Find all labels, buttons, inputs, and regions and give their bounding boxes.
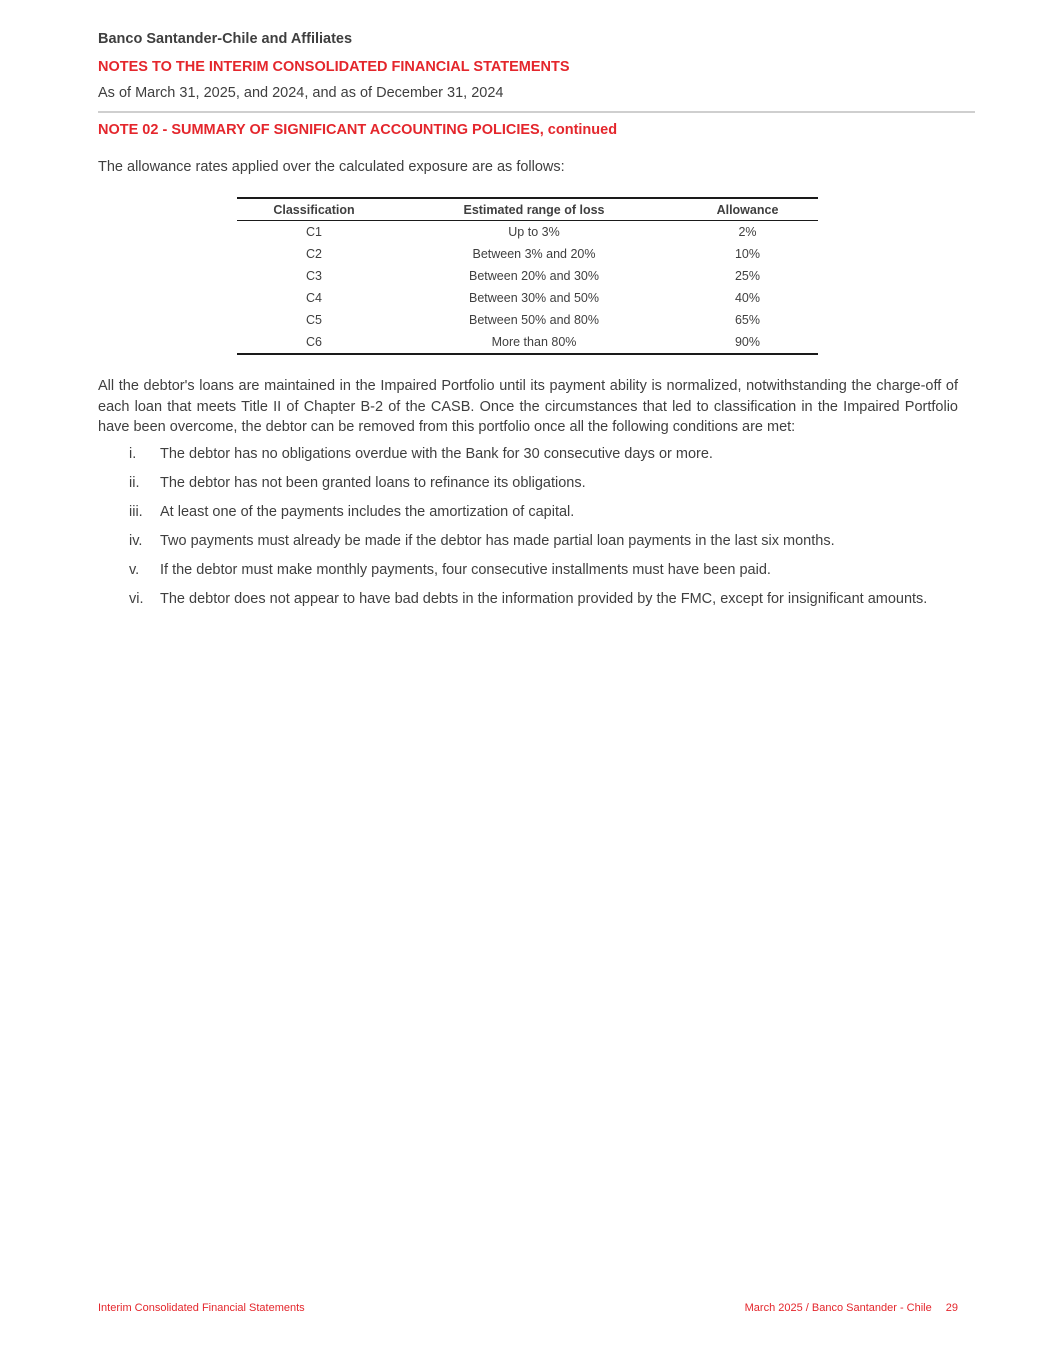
list-item-text: The debtor does not appear to have bad debts in the information provided by the FMC, except for insignificant amounts. [160,591,928,607]
list-item [98,562,968,591]
intro-text: The allowance rates applied over the calculated exposure are as follows: [98,159,565,175]
header-divider [98,111,975,113]
list-item [98,446,968,475]
loss-range-cell: Between 20% and 30% [469,269,599,283]
list-item-number: i. [129,446,137,462]
allowance-cell: 40% [734,291,761,305]
list-item-text: The debtor has no obligations overdue with the Bank for 30 consecutive days or more. [160,446,713,462]
footer-document-title: Interim Consolidated Financial Statements [98,1302,305,1314]
footer-period: March 2025 / Banco Santander - Chile [744,1302,932,1314]
list-item-text: The debtor has not been granted loans to refinance its obligations. [160,475,586,491]
page-number: 29 [945,1302,958,1314]
allowance-cell: 25% [734,269,761,283]
table-row [237,331,818,354]
table-row [237,309,818,331]
table-row [237,221,818,244]
list-item-number: ii. [129,475,140,491]
loss-range-cell: Between 3% and 20% [472,247,596,261]
classification-cell: C2 [306,247,322,261]
column-header-loss-range: Estimated range of loss [391,198,677,221]
classification-cell: C1 [306,225,322,239]
loss-range-cell: Between 50% and 80% [469,313,599,327]
column-header-classification: Classification [237,198,391,221]
classification-cell: C4 [306,291,322,305]
list-item-number: iv. [129,533,143,549]
classification-cell: C6 [306,335,322,349]
list-item [98,533,968,562]
table-row [237,243,818,265]
conditions-list [98,446,968,620]
loss-range-cell: Up to 3% [508,225,560,239]
list-item-text: If the debtor must make monthly payments, four consecutive installments must have been paid. [160,562,771,578]
loss-range-cell: More than 80% [491,335,577,349]
classification-cell: C3 [306,269,322,283]
allowance-rates-table [237,197,818,355]
list-item-number: vi. [129,591,144,607]
list-item [98,591,968,620]
allowance-cell: 65% [734,313,761,327]
allowance-cell: 2% [738,225,757,239]
note-title: NOTE 02 - SUMMARY OF SIGNIFICANT ACCOUNTING POLICIES, continued [98,122,618,138]
company-name: Banco Santander-Chile and Affiliates [98,31,353,47]
classification-cell: C5 [306,313,322,327]
list-item [98,504,968,533]
allowance-cell: 10% [734,247,761,261]
list-item-number: iii. [129,504,143,520]
notes-title: NOTES TO THE INTERIM CONSOLIDATED FINANCIAL STATEMENTS [98,59,570,75]
table-row [237,265,818,287]
column-header-allowance: Allowance [677,198,818,221]
table-row [237,287,818,309]
list-item-text: Two payments must already be made if the debtor has made partial loan payments in the last six months. [160,533,835,549]
table-header-row [237,198,818,221]
list-item-text: At least one of the payments includes the amortization of capital. [160,504,575,520]
as-of-date: As of March 31, 2025, and 2024, and as of December 31, 2024 [98,85,504,101]
list-item-number: v. [129,562,140,578]
footer-right [745,1302,958,1314]
impaired-portfolio-paragraph: All the debtor's loans are maintained in the Impaired Portfolio until its payment ability is normalized, notwithstanding the charge-off of each loan that meets Title II of Chapter B-2 of the CASB. Once the circumstances that led to classification in the Impaired Portfolio have been overcome, the debtor can be removed from this portfolio once all the following conditions are met: [98,378,958,435]
list-item [98,475,968,504]
allowance-cell: 90% [734,335,761,349]
loss-range-cell: Between 30% and 50% [469,291,599,305]
